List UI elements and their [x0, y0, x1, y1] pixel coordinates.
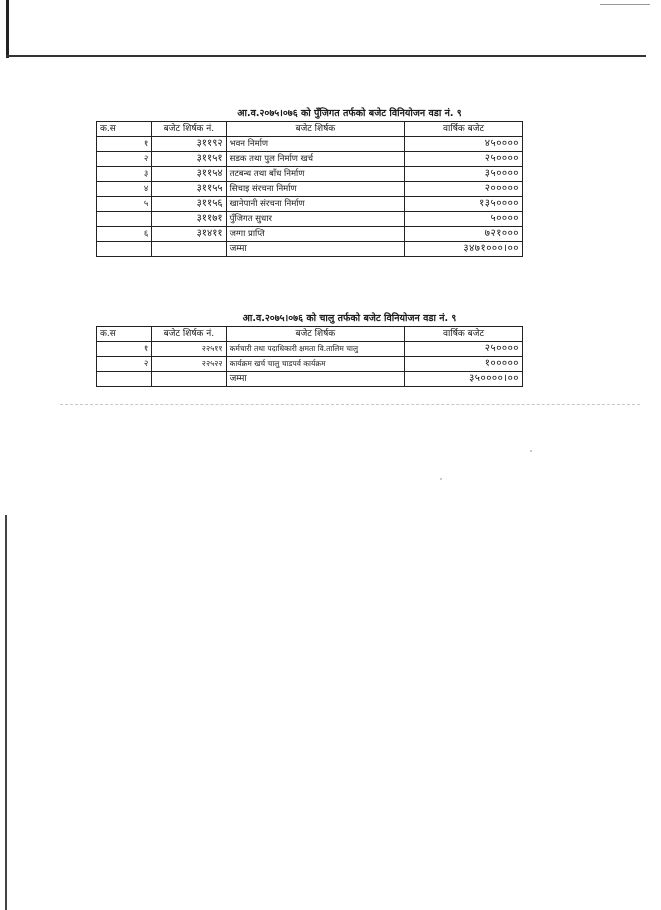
row-title: पुँजिगत सुधार — [226, 212, 404, 227]
col-header-amount: वार्षिक बजेट — [405, 327, 523, 342]
total-label: जम्मा — [226, 372, 404, 387]
table-row — [97, 167, 523, 182]
total-empty-cell — [152, 372, 226, 387]
row-serial — [97, 212, 152, 227]
scan-edge-line-left — [5, 515, 7, 910]
row-amount: १००००० — [405, 357, 523, 372]
row-serial: २ — [97, 357, 152, 372]
current-table-title: आ.व.२०७५।०७६ को चालु तर्फको बजेट विनियोजन वडा नं. ९ — [242, 313, 457, 324]
row-serial: २ — [97, 152, 152, 167]
table-header-row — [97, 122, 523, 137]
capital-table-title: आ.व.२०७५।०७६ को पुँजिगत तर्फको बजेट विनियोजन वडा नं. ९ — [237, 108, 462, 119]
row-amount: ५०००० — [405, 212, 523, 227]
total-amount: ३५००००।०० — [405, 372, 523, 387]
total-empty-cell — [97, 242, 152, 257]
row-code: ३११५१ — [152, 152, 226, 167]
table-row — [97, 342, 523, 357]
row-amount: १३५०००० — [405, 197, 523, 212]
row-code: ३११७१ — [152, 212, 226, 227]
scan-edge-mark — [6, 0, 9, 58]
current-budget-table — [96, 326, 523, 387]
row-title: खानेपानी संरचना निर्माण — [226, 197, 404, 212]
table-row — [97, 212, 523, 227]
table-row — [97, 137, 523, 152]
col-header-amount: वार्षिक बजेट — [405, 122, 523, 137]
total-amount: ३४७१०००।०० — [405, 242, 523, 257]
row-code: २२५२२ — [152, 357, 226, 372]
row-code: ३११५५ — [152, 182, 226, 197]
row-serial: ३ — [97, 167, 152, 182]
scan-mark — [600, 4, 650, 5]
col-header-code: बजेट शिर्षक नं. — [152, 327, 226, 342]
row-title: जग्गा प्राप्ति — [226, 227, 404, 242]
col-header-title: बजेट शिर्षक — [226, 327, 404, 342]
faint-divider — [60, 404, 640, 405]
row-amount: ७२१००० — [405, 227, 523, 242]
table-row — [97, 182, 523, 197]
row-code: ३११५६ — [152, 197, 226, 212]
row-title: कार्यक्रम खर्च चालु चाडपर्व कार्यक्रम — [226, 357, 404, 372]
table-row — [97, 227, 523, 242]
row-code: ३११५४ — [152, 167, 226, 182]
col-header-serial: क.स — [97, 122, 152, 137]
scan-edge-line — [6, 55, 646, 57]
row-serial: ५ — [97, 197, 152, 212]
total-row — [97, 242, 523, 257]
total-empty-cell — [97, 372, 152, 387]
row-amount: ४५०००० — [405, 137, 523, 152]
capital-budget-section — [96, 107, 523, 257]
row-amount: २५०००० — [405, 342, 523, 357]
col-header-serial: क.स — [97, 327, 152, 342]
table-header-row — [97, 327, 523, 342]
row-serial: १ — [97, 137, 152, 152]
row-amount: ३५०००० — [405, 167, 523, 182]
total-row — [97, 372, 523, 387]
row-code: ३११९२ — [152, 137, 226, 152]
table-row — [97, 197, 523, 212]
row-code: २२५११ — [152, 342, 226, 357]
row-title: तटबन्ध तथा बाँध निर्माण — [226, 167, 404, 182]
table-row — [97, 152, 523, 167]
row-title: सिचाइ संरचना निर्माण — [226, 182, 404, 197]
current-budget-section — [96, 312, 523, 387]
row-serial: १ — [97, 342, 152, 357]
row-title: कर्मचारी तथा पदाधिकारी क्षमता वि.तालिम चालु — [226, 342, 404, 357]
table-row — [97, 357, 523, 372]
capital-budget-table — [96, 121, 523, 257]
row-title: भवन निर्माण — [226, 137, 404, 152]
total-label: जम्मा — [226, 242, 404, 257]
row-code: ३१४११ — [152, 227, 226, 242]
total-empty-cell — [152, 242, 226, 257]
row-serial: ६ — [97, 227, 152, 242]
col-header-title: बजेट शिर्षक — [226, 122, 404, 137]
row-amount: २००००० — [405, 182, 523, 197]
scan-speck — [530, 450, 532, 452]
scan-speck — [440, 478, 442, 480]
row-amount: २५०००० — [405, 152, 523, 167]
col-header-code: बजेट शिर्षक नं. — [152, 122, 226, 137]
row-title: सडक तथा पुल निर्माण खर्च — [226, 152, 404, 167]
row-serial: ४ — [97, 182, 152, 197]
